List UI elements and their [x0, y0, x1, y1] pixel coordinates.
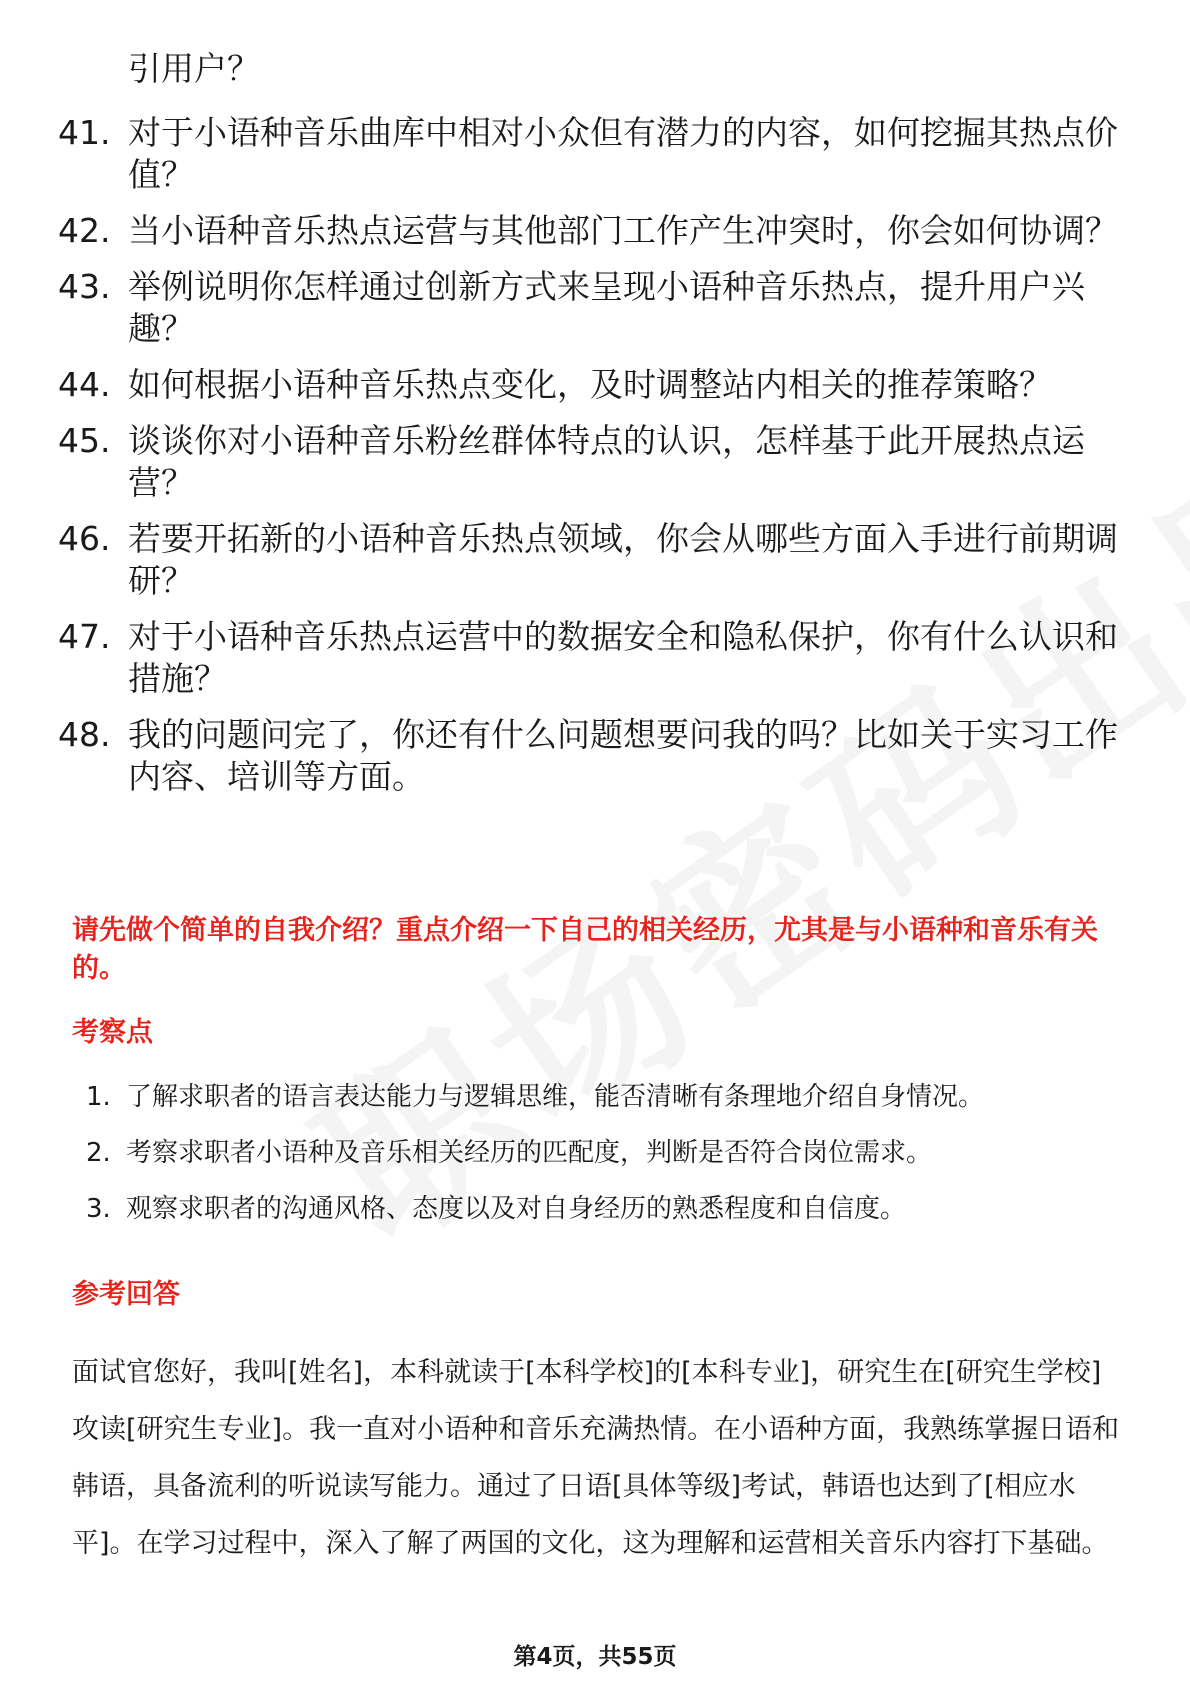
question-item: [58, 364, 1118, 406]
reference-answer-title: 参考回答: [72, 1279, 180, 1310]
question-list: [58, 112, 1118, 812]
question-number: 44.: [58, 365, 111, 404]
assessment-title: 考察点: [72, 1017, 153, 1048]
point-text: 观察求职者的沟通风格、态度以及对自身经历的熟悉程度和自信度。: [126, 1194, 907, 1224]
question-text: 对于小语种音乐曲库中相对小众但有潜力的内容，如何挖掘其热点价值？: [128, 113, 1118, 194]
question-number: 42.: [58, 211, 111, 250]
question-text: 如何根据小语种音乐热点变化，及时调整站内相关的推荐策略？: [128, 365, 1052, 404]
question-item: [58, 112, 1118, 196]
question-number: 48.: [58, 715, 111, 754]
assessment-points: [86, 1078, 1116, 1246]
question-text: 谈谈你对小语种音乐粉丝群体特点的认识，怎样基于此开展热点运营？: [128, 421, 1085, 502]
question-text: 对于小语种音乐热点运营中的数据安全和隐私保护，你有什么认识和措施？: [128, 617, 1118, 698]
question-item: [58, 210, 1118, 252]
question-item: [58, 266, 1118, 350]
question-text: 我的问题问完了，你还有什么问题想要问我的吗？比如关于实习工作内容、培训等方面。: [128, 715, 1118, 796]
point-number: 2.: [86, 1138, 111, 1168]
point-text: 考察求职者小语种及音乐相关经历的匹配度，判断是否符合岗位需求。: [126, 1138, 933, 1168]
assessment-point: [86, 1078, 1116, 1116]
question-item: [58, 616, 1118, 700]
point-number: 1.: [86, 1082, 111, 1112]
point-number: 3.: [86, 1194, 111, 1224]
question-item: [58, 518, 1118, 602]
question-text: 当小语种音乐热点运营与其他部门工作产生冲突时，你会如何协调？: [128, 211, 1118, 250]
question-item: [58, 714, 1118, 798]
question-number: 43.: [58, 267, 111, 306]
featured-question-heading: 请先做个简单的自我介绍？重点介绍一下自己的相关经历，尤其是与小语种和音乐有关的。: [72, 915, 1098, 984]
point-text: 了解求职者的语言表达能力与逻辑思维，能否清晰有条理地介绍自身情况。: [126, 1082, 985, 1112]
question-number: 45.: [58, 421, 111, 460]
page-number-footer: 第4页，共55页: [513, 1644, 677, 1670]
assessment-point: [86, 1190, 1116, 1228]
question-number: 47.: [58, 617, 111, 656]
reference-answer-text: 面试官您好，我叫[姓名]，本科就读于[本科学校]的[本科专业]，研究生在[研究生学校]攻读[研究生专业]。我一直对小语种和音乐充满热情。在小语种方面，我熟练掌握日语和韩语，具备流利的听说读写能力。通过了日语[具体等级]考试，韩语也达到了[相应水平]。在学习过程中，深入了解了两国的文化，这为理解和运营相关音乐内容打下基础。: [72, 1357, 1120, 1559]
question-text: 举例说明你怎样通过创新方式来呈现小语种音乐热点，提升用户兴趣？: [128, 267, 1085, 348]
question-text: 若要开拓新的小语种音乐热点领域，你会从哪些方面入手进行前期调研？: [128, 519, 1118, 600]
question-number: 41.: [58, 113, 111, 152]
question-number: 46.: [58, 519, 111, 558]
assessment-point: [86, 1134, 1116, 1172]
question-continuation: 引用户？: [128, 49, 260, 88]
question-item: [58, 420, 1118, 504]
